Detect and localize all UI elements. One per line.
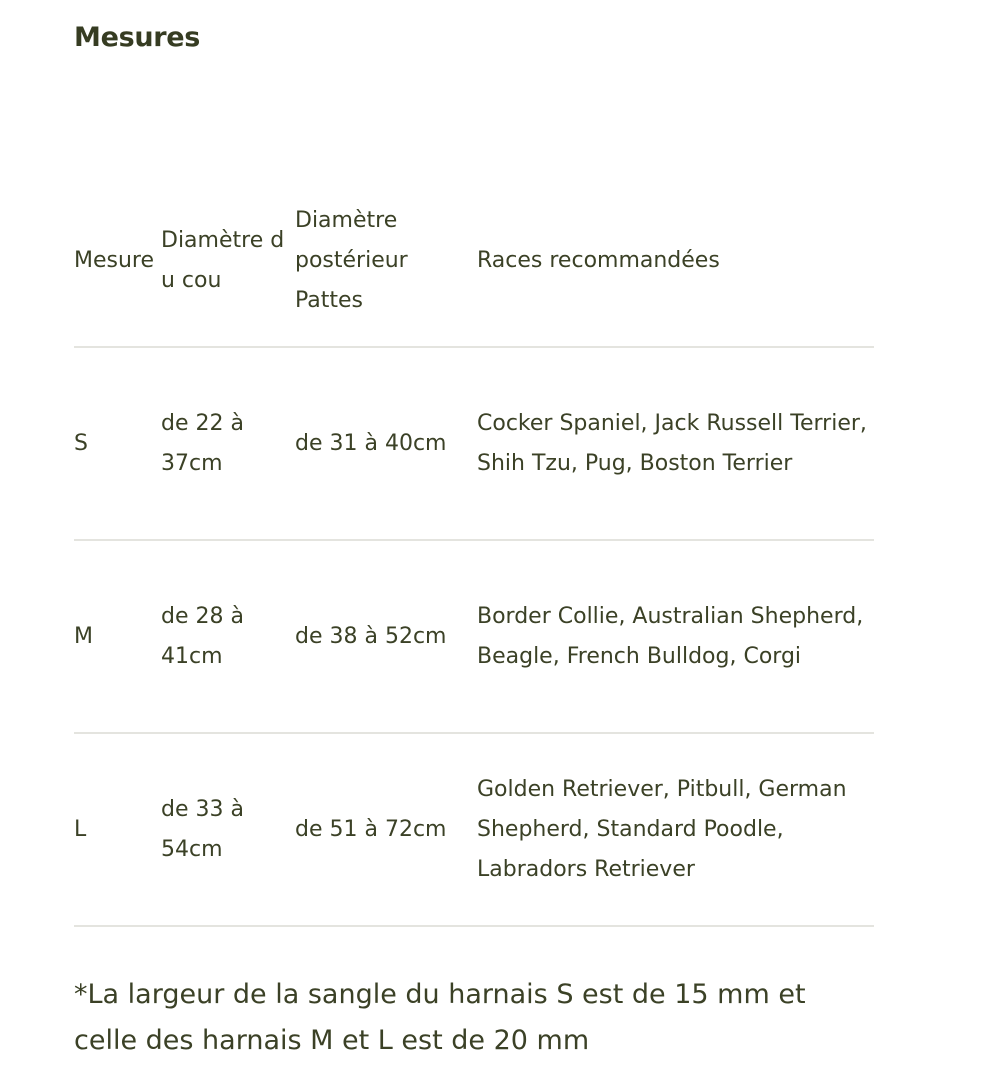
neck-diameter-cell: de 28 à 41cm bbox=[161, 540, 295, 733]
size-cell: M bbox=[74, 540, 161, 733]
neck-diameter-cell: de 33 à 54cm bbox=[161, 733, 295, 926]
breeds-cell: Golden Retriever, Pitbull, German Shepherd, Standard Poodle, Labradors Retriever bbox=[477, 733, 874, 926]
header-recommended-breeds: Races recommandées bbox=[477, 176, 874, 347]
size-table bbox=[74, 176, 874, 927]
footnote: *La largeur de la sangle du harnais S est de 15 mm et celle des harnais M et L est de 20 mm bbox=[74, 979, 806, 1056]
table-header bbox=[74, 176, 874, 347]
neck-diameter-cell: de 22 à 37cm bbox=[161, 347, 295, 540]
table-row bbox=[74, 540, 874, 733]
size-cell: L bbox=[74, 733, 161, 926]
section-title: Mesures bbox=[74, 22, 201, 53]
table-row bbox=[74, 733, 874, 926]
header-neck-diameter: Diamètre du cou bbox=[161, 176, 295, 347]
table-header-row bbox=[74, 176, 874, 347]
rear-diameter-cell: de 51 à 72cm bbox=[295, 733, 477, 926]
rear-diameter-cell: de 31 à 40cm bbox=[295, 347, 477, 540]
header-mesure: Mesure bbox=[74, 176, 161, 347]
rear-diameter-cell: de 38 à 52cm bbox=[295, 540, 477, 733]
breeds-cell: Cocker Spaniel, Jack Russell Terrier, Shih Tzu, Pug, Boston Terrier bbox=[477, 347, 874, 540]
size-cell: S bbox=[74, 347, 161, 540]
header-rear-diameter: Diamètre postérieur Pattes bbox=[295, 176, 477, 347]
breeds-cell: Border Collie, Australian Shepherd, Beagle, French Bulldog, Corgi bbox=[477, 540, 874, 733]
table-body bbox=[74, 347, 874, 926]
table-row bbox=[74, 347, 874, 540]
